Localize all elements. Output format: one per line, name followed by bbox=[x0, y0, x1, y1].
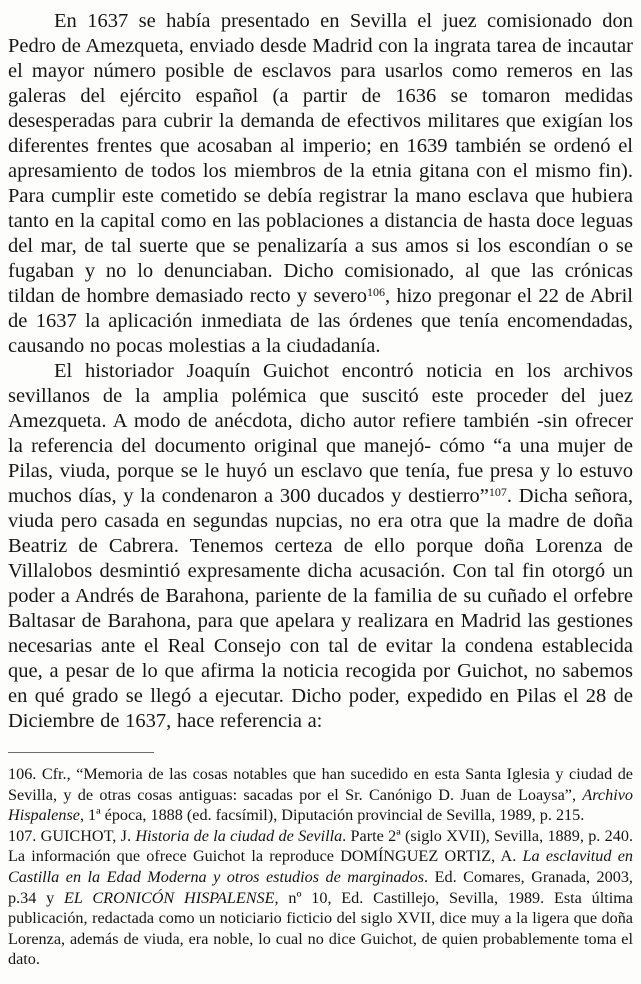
footnote-107-text-3: . Ed. Comares, Granada, 2003, p.34 y bbox=[8, 867, 633, 907]
footnote-107-publication-title: EL CRONICÓN HISPALENSE bbox=[64, 888, 275, 907]
paragraph-2 bbox=[8, 359, 633, 734]
paragraph-1 bbox=[8, 9, 633, 359]
footnote-reference-107: 107 bbox=[488, 485, 507, 499]
footnote-107-text-2: . Parte 2ª (siglo XVII), Sevilla, 1889, p. 240. La información que ofrece Guichot la reproduce DOMÍNGUEZ ORTIZ, A. bbox=[8, 826, 633, 866]
footnote-107 bbox=[8, 826, 633, 970]
paragraph-1-text-before-note: En 1637 se había presentado en Sevilla el juez comisionado don Pedro de Amezqueta, enviado desde Madrid con la ingrata tarea de incautar el mayor número posible de esclavos para usarlos como remeros en las galeras del ejército español (a partir de 1636 se tomaron medidas desesperadas para cubrir la demanda de efectivos militares que exigían los diferentes frentes que acosaban al imperio; en 1639 también se ordenó el apresamiento de todos los miembros de la etnia gitana con el mismo fin). Para cumplir este cometido se debía registrar la mano esclava que hubiera tanto en la capital como en las poblaciones a distancia de hasta doce leguas del mar, de tal suerte que se penalizaría a sus amos si los escondían o se fugaban y no lo denunciaban. Dicho comisionado, al que las crónicas tildan de hombre demasiado recto y severo bbox=[8, 10, 633, 307]
footnote-107-text-end: , nº 10, Ed. Castillejo, Sevilla, 1989. Esta última publicación, redactada como un noticiario ficticio del siglo XVII, dice muy a la ligera que doña Lorenza, además de viuda, era noble, lo cual no dice Guichot, de quien probablemente toma el dato. bbox=[8, 888, 633, 969]
footnote-106-text-end: , 1ª época, 1888 (ed. facsímil), Diputación provincial de Sevilla, 1989, p. 215. bbox=[79, 806, 585, 825]
footnotes-section bbox=[8, 764, 633, 970]
footnote-separator bbox=[8, 752, 154, 753]
footnote-106 bbox=[8, 764, 633, 826]
paragraph-2-text-before-note: El historiador Joaquín Guichot encontró noticia en los archivos sevillanos de la amplia polémica que suscitó este proceder del juez Amezqueta. A modo de anécdota, dicho autor refiere también -sin ofrecer la referencia del documento original que manejó- cómo “a una mujer de Pilas, viuda, porque se le huyó un esclavo que tenía, fue presa y lo estuvo muchos días, y la condenaron a 300 ducados y destierro” bbox=[8, 360, 633, 507]
paragraph-2-text-after-note: . Dicha señora, viuda pero casada en segundas nupcias, no era otra que la madre de doña Beatriz de Cabrera. Tenemos certeza de ello porque doña Lorenza de Villalobos desmintió expresamente dicha acusación. Con tal fin otorgó un poder a Andrés de Barahona, pariente de la familia de su cuñado el orfebre Baltasar de Barahona, para que apelara y realizara en Madrid las gestiones necesarias ante el Real Consejo con tal de evitar la condena establecida que, a pesar de lo que afirma la noticia recogida por Guichot, no sabemos en qué grado se llegó a ejecutar. Dicho poder, expedido en Pilas el 28 de Diciembre de 1637, hace referencia a: bbox=[8, 485, 633, 732]
footnote-107-book-title-2: La esclavitud en Castilla en la Edad Moderna y otros estudios de marginados bbox=[8, 847, 633, 886]
footnote-reference-106: 106 bbox=[367, 285, 385, 299]
footnote-107-text: 107. GUICHOT, J. bbox=[8, 826, 136, 845]
footnote-106-text: 106. Cfr., “Memoria de las cosas notables que han sucedido en esta Santa Iglesia y ciudad de Sevilla, y de otras cosas antiguas: sacadas por el Sr. Canónigo D. Juan de Loaysa”, bbox=[8, 765, 633, 804]
footnote-107-book-title-1: Historia de la ciudad de Sevilla bbox=[135, 826, 343, 845]
footnote-106-journal-title: Archivo Hispalense bbox=[8, 785, 633, 825]
paragraph-1-text-after-note: , hizo pregonar el 22 de Abril de 1637 la aplicación inmediata de las órdenes que tenía encomendadas, causando no pocas molestias a la ciudadanía. bbox=[8, 285, 634, 357]
